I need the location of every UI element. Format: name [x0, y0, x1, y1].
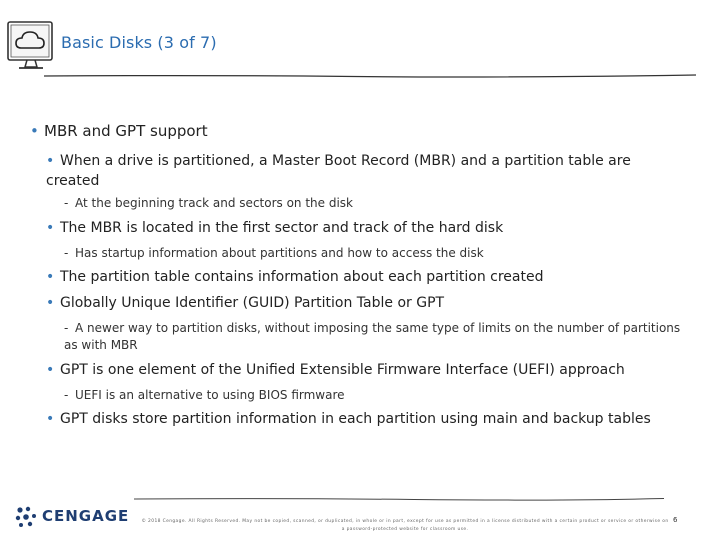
cloud-monitor-icon	[6, 20, 56, 72]
bullet-level2	[46, 269, 543, 285]
bullet-text: The partition table contains information about each partition created	[60, 269, 544, 285]
bullet-text: When a drive is partitioned, a Master Boot Record (MBR) and a partition table are created	[46, 153, 631, 189]
bullet-dot: •	[46, 153, 55, 169]
bullet-level2	[46, 151, 686, 191]
bullet-text: GPT is one element of the Unified Extensible Firmware Interface (UEFI) approach	[60, 362, 625, 378]
bullet-text: The MBR is located in the first sector and track of the hard disk	[60, 220, 504, 236]
title-divider	[44, 72, 696, 80]
bullet-text: A newer way to partition disks, without imposing the same type of limits on the number of partitions as with MBR	[64, 321, 681, 352]
bullet-text: UEFI is an alternative to using BIOS firmware	[75, 388, 345, 402]
bullet-level3	[64, 388, 345, 402]
cengage-mark-icon	[14, 504, 38, 528]
copyright-notice: © 2018 Cengage. All Rights Reserved. May not be copied, scanned, or duplicated, in whole or in part, except for use as permitted in a license distributed with a certain product or service or otherwise on a password-protected website for classroom use.	[141, 519, 669, 532]
bullet-dot: •	[46, 411, 55, 427]
brand-name: CENGAGE	[42, 507, 130, 525]
bullet-text: GPT disks store partition information in each partition using main and backup tables	[60, 411, 651, 427]
bullet-level2	[46, 362, 625, 378]
page-number: 6	[673, 516, 678, 524]
bullet-dash: -	[64, 196, 69, 210]
cengage-logo	[14, 504, 130, 528]
bullet-text: Globally Unique Identifier (GUID) Partition Table or GPT	[60, 295, 445, 311]
bullet-text: At the beginning track and sectors on the disk	[75, 196, 354, 210]
bullet-level2	[46, 411, 651, 427]
bullet-dot: •	[46, 362, 55, 378]
bullet-level2	[46, 220, 503, 236]
bullet-level3	[64, 320, 694, 354]
page-title: Basic Disks (3 of 7)	[61, 33, 217, 52]
bullet-dash: -	[64, 321, 69, 335]
bullet-level3	[64, 196, 353, 210]
bullet-dot: •	[30, 122, 39, 140]
bullet-level1	[30, 122, 208, 140]
bullet-text: MBR and GPT support	[44, 122, 208, 140]
bullet-level2	[46, 295, 444, 311]
bullet-level3	[64, 246, 484, 260]
bullet-dot: •	[46, 269, 55, 285]
footer-divider	[134, 496, 664, 502]
bullet-dot: •	[46, 220, 55, 236]
bullet-dash: -	[64, 388, 69, 402]
bullet-text: Has startup information about partitions and how to access the disk	[75, 246, 484, 260]
bullet-dot: •	[46, 295, 55, 311]
bullet-dash: -	[64, 246, 69, 260]
